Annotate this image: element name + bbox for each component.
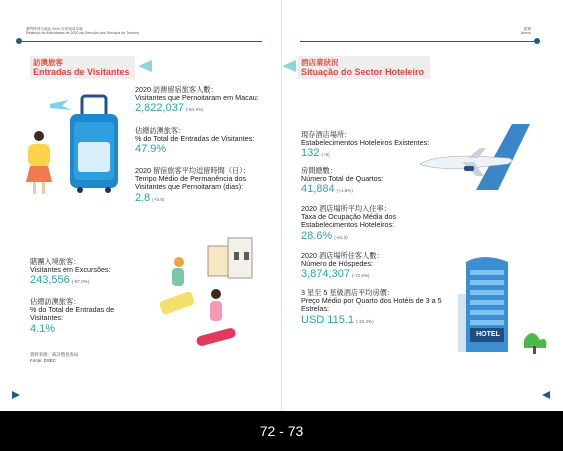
left-title-zh: 訪澳旅客 [33, 58, 63, 67]
stat-average-room-rate: 3 星至 5 星級酒店平均房價： Preço Médio por Quarto dos Hotéis de 3 a 5 Estrelas: USD 115.1 (-32.4%) [301, 288, 442, 326]
left-title-pt: Entradas de Visitantes [33, 67, 130, 77]
next-page-arrow[interactable] [542, 391, 550, 399]
source-note: 資料來源：統計暨普查局 Fonte: DSEC [30, 352, 79, 363]
plane-icon [50, 100, 72, 110]
stat-hotel-establishments: 現存酒店場所： Estabelecimentos Hoteleiros Existentes: 132 (+6) [301, 130, 430, 160]
stat-value: 41,884 [301, 183, 335, 196]
right-title-arrow [282, 60, 296, 72]
stat-change: (-62.2) [334, 234, 348, 240]
stat-value: 3,874,307 [301, 268, 350, 281]
stat-change: (-32.4%) [356, 318, 374, 324]
tree-icon [524, 333, 546, 348]
stat-value: 47.9% [135, 143, 167, 156]
prev-page-arrow[interactable] [12, 391, 20, 399]
right-running-header [505, 27, 531, 36]
stat-excursion-visitors: 賭團入境旅客： Visitantes em Excursões: 243,556 (-87.0%) [30, 257, 111, 287]
left-title-arrow [138, 60, 152, 72]
macau-landmarks-illustration [150, 236, 270, 356]
stat-value: 28.6% [301, 229, 333, 242]
stat-room-total: 房間總數： Número Total de Quartos: 41,884 (+1.8%) [301, 166, 384, 196]
running-header-zh: 澳門特別行政區 2020 年旅遊局年報 [26, 27, 83, 31]
airplane-illustration [412, 118, 532, 198]
stat-change: (-87.0%) [71, 279, 90, 285]
left-running-header [26, 27, 139, 36]
stat-excursion-share: 佔總訪澳旅客： % do Total de Entradas de Visitantes: 4.1% [30, 297, 115, 335]
stat-change: (+6) [321, 152, 330, 158]
stat-change: (+1.8%) [336, 188, 353, 194]
suitcase-traveler-illustration [20, 92, 135, 212]
stat-hotel-guests: 2020 酒店場所住客人數： Número de Hóspedes: 3,874,307 (-72.5%) [301, 251, 384, 281]
right-section-title [298, 56, 430, 79]
stat-value: 2,822,037 [135, 102, 184, 115]
stat-length-of-stay: 2020 留宿旅客平均逗留時間（日）： Tempo Médio de Permanência dos Visitantes que Pernoitaram (dias): 2.8 (+0.6) [135, 166, 251, 204]
hotel-sign: HOTEL [476, 331, 500, 338]
stat-value: USD 115.1 [301, 313, 354, 326]
stat-change: (-84.9%) [185, 107, 204, 113]
stat-value: 243,556 [30, 274, 70, 287]
running-header-pt-right: Anexo [520, 31, 531, 36]
right-title-zh: 酒店業狀況 [301, 58, 339, 67]
hotel-illustration [440, 248, 555, 363]
page-numbers: 72 - 73 [259, 423, 304, 439]
stat-change: (+0.6) [152, 196, 165, 202]
stat-overnight-visitors: 2020 訪澳留宿旅客人數： Visitantes que Pernoitaram em Macau: 2,822,037 (-84.9%) [135, 85, 259, 115]
header-rule-right [300, 41, 534, 42]
stat-overnight-share: 佔總訪澳旅客： % do Total de Entradas de Visitantes: 47.9% [135, 126, 255, 156]
left-section-title [30, 56, 135, 79]
right-title-pt: Situação do Sector Hoteleiro [301, 67, 425, 77]
header-rule-left [22, 41, 262, 42]
header-dot-right [534, 38, 540, 44]
running-header-zh-right: 附錄 [523, 27, 531, 31]
stat-value: 4.1% [30, 322, 56, 335]
stat-value: 132 [301, 147, 320, 160]
running-header-pt: Relatório de Actividades de 2020 da Direcção dos Serviços de Turismo [26, 31, 140, 36]
stat-change: (-72.5%) [351, 273, 370, 279]
stat-value: 2.8 [135, 191, 151, 204]
stat-occupancy-rate: 2020 酒店場所平均入住率： Taxa de Ocupação Média dos Estabelecimentos Hoteleiros: 28.6% (-62.2) [301, 204, 397, 242]
